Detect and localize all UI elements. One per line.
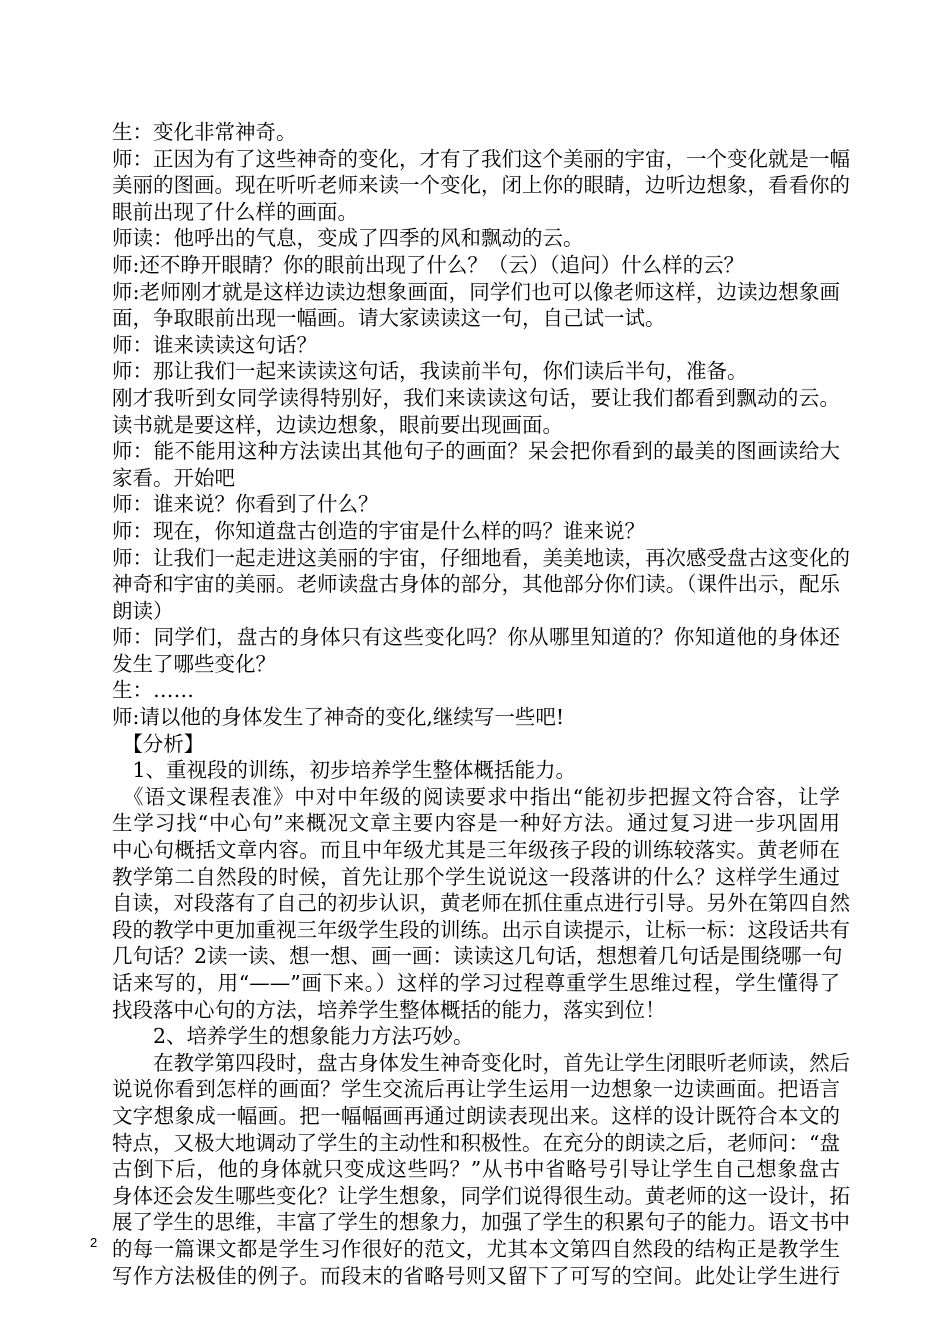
text-line: 师：让我们一起走进这美丽的宇宙，仔细地看，美美地读，再次感受盘古这变化的	[112, 545, 850, 570]
text-line: 中心句概括文章内容。而且中年级尤其是三年级孩子段的训练较落实。黄老师在	[112, 838, 840, 863]
text-line: 自读，对段落有了自己的初步认识，黄老师在抓住重点进行引导。另外在第四自然	[112, 891, 850, 916]
text-line: 1、重视段的训练，初步培养学生整体概括能力。	[112, 758, 577, 783]
text-line: 师读：他呼出的气息，变成了四季的风和飘动的云。	[112, 226, 584, 251]
text-line: 美丽的图画。现在听听老师来读一个变化，闭上你的眼睛，边听边想象，看看你的	[112, 173, 850, 198]
page-number: 2	[90, 1235, 98, 1250]
text-line: 家看。开始吧	[112, 465, 235, 490]
text-line: 师:老师刚才就是这样边读边想象画面，同学们也可以像老师这样，边读边想象画	[112, 279, 840, 304]
text-line: 生：变化非常神奇。	[112, 120, 297, 144]
text-line: 说说你看到怎样的画面？学生交流后再让学生运用一边想象一边读画面。把语言	[112, 1077, 840, 1102]
text-line: 师：能不能用这种方法读出其他句子的画面？呆会把你看到的最美的图画读给大	[112, 439, 840, 464]
text-line: 朗读）	[112, 598, 174, 623]
text-line: 教学第二自然段的时候，首先让那个学生说说这一段落讲的什么？这样学生通过	[112, 864, 840, 889]
text-line: 神奇和宇宙的美丽。老师读盘古身体的部分，其他部分你们读。（课件出示，配乐	[112, 572, 840, 597]
text-line: 师：正因为有了这些神奇的变化，才有了我们这个美丽的宇宙，一个变化就是一幅	[112, 146, 850, 171]
text-line: 古倒下后，他的身体就只变成这些吗？”从书中省略号引导让学生自己想象盘古	[112, 1157, 840, 1182]
text-line: 写作方法极佳的例子。而段末的省略号则又留下了可写的空间。此处让学生进行	[112, 1263, 840, 1288]
text-line: 特点，又极大地调动了学生的主动性和积极性。在充分的朗读之后，老师问：“盘	[112, 1130, 840, 1155]
text-line: 《语文课程表准》中对中年级的阅读要求中指出“能初步把握文符合容，让学	[112, 784, 840, 809]
text-line: 2、培养学生的想象能力方法巧妙。	[112, 1024, 474, 1049]
text-line: 发生了哪些变化？	[112, 651, 276, 676]
text-line: 师：谁来说？你看到了什么？	[112, 492, 379, 517]
text-line: 几句话？2读一读、想一想、画一画：读读这几句话，想想着几句话是围绕哪一句	[112, 944, 843, 969]
text-line: 文字想象成一幅画。把一幅幅画再通过朗读表现出来。这样的设计既符合本文的	[112, 1103, 840, 1128]
text-line: 师:请以他的身体发生了神奇的变化,继续写一些吧!	[112, 705, 565, 730]
text-line: 生学习找“中心句”来概况文章主要内容是一种好方法。通过复习进一步巩固用	[112, 811, 840, 836]
text-line: 找段落中心句的方法，培养学生整体概括的能力，落实到位！	[112, 997, 666, 1022]
text-line: 展了学生的思维，丰富了学生的想象力，加强了学生的积累句子的能力。语文书中	[112, 1210, 850, 1235]
text-line: 话来写的，用“——”画下来。）这样的学习过程尊重学生思维过程，学生懂得了	[112, 971, 840, 995]
text-line: 的每一篇课文都是学生习作很好的范文，尤其本文第四自然段的结构正是教学生	[112, 1236, 840, 1261]
text-line: 师：谁来读读这句话？	[112, 332, 317, 357]
text-line: 师：那让我们一起来读读这句话，我读前半句，你们读后半句，准备。	[112, 359, 748, 384]
text-line: 读书就是要这样，边读边想象，眼前要出现画面。	[112, 412, 563, 437]
text-line: 刚才我听到女同学读得特别好，我们来读读这句话，要让我们都看到飘动的云。	[112, 385, 840, 410]
text-line: 眼前出现了什么样的画面。	[112, 199, 358, 224]
text-line: 在教学第四段时，盘古身体发生神奇变化时，首先让学生闭眼听老师读，然后	[112, 1050, 850, 1075]
document-body	[112, 119, 850, 1289]
text-line: 【分析】	[112, 731, 205, 756]
text-line: 段的教学中更加重视三年级学生段的训练。出示自读提示，让标一标：这段话共有	[112, 917, 850, 942]
text-line: 面，争取眼前出现一幅画。请大家读读这一句，自己试一试。	[112, 306, 666, 331]
text-line: 师：同学们，盘古的身体只有这些变化吗？你从哪里知道的？你知道他的身体还	[112, 625, 840, 650]
text-line: 师:还不睁开眼睛？你的眼前出现了什么？（云）（追问）什么样的云？	[112, 252, 745, 277]
text-line: 生：……	[112, 678, 194, 703]
text-line: 身体还会发生哪些变化？让学生想象，同学们说得很生动。黄老师的这一设计，拓	[112, 1183, 850, 1208]
text-line: 师：现在，你知道盘古创造的宇宙是什么样的吗？谁来说？	[112, 518, 645, 543]
